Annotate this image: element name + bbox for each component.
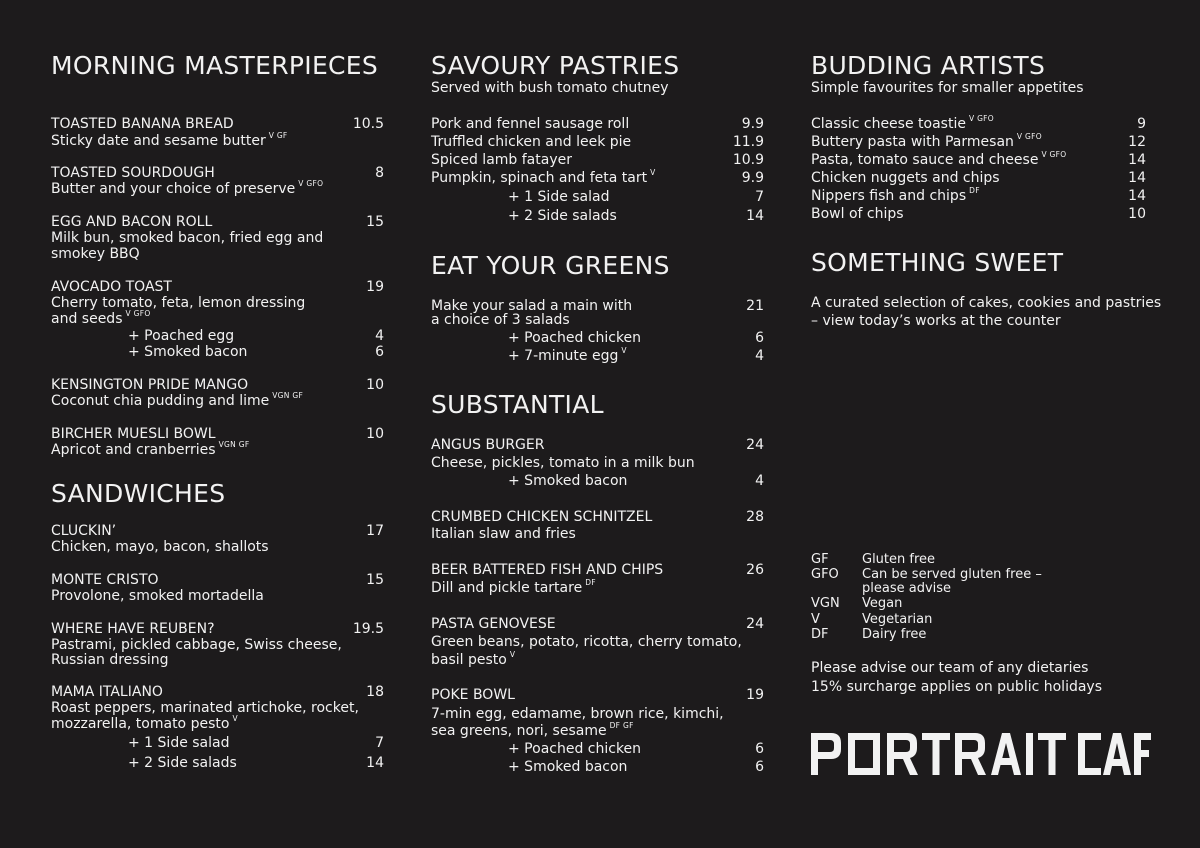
item-description: and seeds $^{V GFO}$ [51,309,151,327]
addon-row [431,759,764,776]
legend-label: Dairy free [862,627,927,642]
section-title-budding: BUDDING ARTISTS [811,51,1046,80]
addon-price: 14 [746,208,764,224]
item-price: 18 [366,684,384,700]
addon-row [431,330,764,347]
item-price: 10 [1128,206,1146,222]
legend-label: please advise [862,581,952,596]
addon-row [431,741,764,758]
menu-item [811,116,1146,133]
item-name: PASTA GENOVESE [431,616,556,632]
menu-item [51,572,384,589]
addon-row [431,348,764,365]
item-price: 10.9 [732,152,764,168]
addon-label: + Poached egg [128,328,235,344]
menu-item [811,134,1146,151]
menu-item [51,377,384,394]
section-subtitle: Served with bush tomato chutney [431,80,669,96]
legend-code: VGN [811,596,840,611]
addon-price: 6 [755,741,764,757]
addon-price: 6 [755,330,764,346]
section-title-greens: EAT YOUR GREENS [431,251,670,280]
menu-item [431,170,764,187]
item-name: Spiced lamb fatayer [431,152,572,168]
item-price: 10 [366,377,384,393]
item-name: AVOCADO TOAST [51,279,172,295]
item-price: 19 [366,279,384,295]
item-price: 14 [1128,152,1146,168]
section-title-sandwiches: SANDWICHES [51,479,226,508]
item-name: Classic cheese toastie $^{V GFO}$ [811,114,994,132]
item-price: 15 [366,214,384,230]
menu-item [51,116,384,133]
item-description: Butter and your choice of preserve $^{V GFO}$ [51,179,324,197]
addon-price: 6 [755,759,764,775]
item-price: 9.9 [741,116,764,132]
menu-item [431,562,764,579]
dietary-legend [811,552,1146,644]
item-name: BIRCHER MUESLI BOWL [51,426,216,442]
item-description: Cherry tomato, feta, lemon dressing [51,295,306,311]
item-description: 7-min egg, edamame, brown rice, kimchi, [431,706,724,722]
menu-item [811,206,1146,223]
legend-label: Gluten free [862,552,936,567]
surcharge-note: 15% surcharge applies on public holidays [811,679,1103,695]
item-description: Cheese, pickles, tomato in a milk bun [431,455,695,471]
dietary-tag: V [232,714,238,723]
item-description: Provolone, smoked mortadella [51,588,264,604]
addon-row [51,755,384,772]
dietary-tag: V GF [268,131,288,140]
item-name: Truffled chicken and leek pie [431,134,632,150]
menu-item [51,621,384,638]
item-price: 28 [746,509,764,525]
addon-label: + 7-minute egg $^V$ [508,346,627,364]
legend-code: GFO [811,567,839,582]
item-price: 14 [1128,170,1146,186]
item-description: smokey BBQ [51,246,140,262]
menu-item [431,437,764,454]
addon-row [431,189,764,206]
menu-item [431,616,764,633]
item-name: Pasta, tomato sauce and cheese $^{V GFO}$ [811,150,1067,168]
item-price: 10 [366,426,384,442]
item-description: Apricot and cranberries $^{VGN GF}$ [51,440,250,458]
item-description: Pastrami, pickled cabbage, Swiss cheese, [51,637,342,653]
item-description: basil pesto $^V$ [431,650,516,668]
addon-price: 4 [375,328,384,344]
menu-item [51,279,384,296]
item-price: 11.9 [732,134,764,150]
addon-price: 7 [755,189,764,205]
dietary-tag: DF [585,578,596,587]
item-description: a choice of 3 salads [431,312,570,328]
addon-label: + 1 Side salad [128,735,230,751]
dietary-tag: V GFO [125,309,151,318]
legend-label: Can be served gluten free – [862,567,1042,582]
item-price: 9 [1137,116,1146,132]
item-price: 12 [1128,134,1146,150]
item-price: 10.5 [352,116,384,132]
item-price: 17 [366,523,384,539]
addon-row [51,328,384,345]
section-title-sweet: SOMETHING SWEET [811,248,1064,277]
dietary-tag: V [650,168,656,177]
section-subtitle: Simple favourites for smaller appetites [811,80,1084,96]
menu-item [431,509,764,526]
legend-code: GF [811,552,829,567]
item-name: CRUMBED CHICKEN SCHNITZEL [431,509,653,525]
item-price: 19.5 [352,621,384,637]
item-description: Coconut chia pudding and lime $^{VGN GF}$ [51,391,304,409]
item-price: 24 [746,437,764,453]
item-description: Russian dressing [51,652,169,668]
item-description: sea greens, nori, sesame $^{DF GF}$ [431,721,634,739]
item-name: TOASTED SOURDOUGH [51,165,215,181]
item-name: KENSINGTON PRIDE MANGO [51,377,249,393]
item-name: MAMA ITALIANO [51,684,163,700]
item-price: 19 [746,687,764,703]
item-description: Green beans, potato, ricotta, cherry tomato, [431,634,742,650]
dietary-tag: V GFO [298,179,324,188]
dietary-tag: V GFO [968,114,994,123]
dietary-tag: V GFO [1016,132,1042,141]
item-description: Make your salad a main with [431,298,633,314]
menu-item [431,152,764,169]
addon-price: 7 [375,735,384,751]
addon-label: + Smoked bacon [128,344,248,360]
item-name: CLUCKIN’ [51,523,117,539]
section-title-morning: MORNING MASTERPIECES [51,51,379,80]
dietary-tag: V [621,346,627,355]
addon-label: + 2 Side salads [128,755,237,771]
item-name: TOASTED BANANA BREAD [51,116,234,132]
item-price: 14 [1128,188,1146,204]
section-title-substantial: SUBSTANTIAL [431,390,604,419]
item-name: Pumpkin, spinach and feta tart $^V$ [431,168,656,186]
menu-item [51,214,384,231]
addon-row [431,473,764,490]
item-name: Bowl of chips [811,206,904,222]
item-price: 9.9 [741,170,764,186]
addon-label: + Poached chicken [508,741,642,757]
addon-row [431,208,764,225]
item-name: Buttery pasta with Parmesan $^{V GFO}$ [811,132,1042,150]
item-description: Milk bun, smoked bacon, fried egg and [51,230,324,246]
addon-price: 6 [375,344,384,360]
legend-code: DF [811,627,829,642]
section-title-pastries: SAVOURY PASTRIES [431,51,680,80]
legend-label: Vegan [862,596,903,611]
menu-item [51,523,384,540]
sweet-description: A curated selection of cakes, cookies and pastries [811,295,1162,311]
item-name: Chicken nuggets and chips [811,170,1000,186]
item-name: EGG AND BACON ROLL [51,214,213,230]
addon-label: + Smoked bacon [508,473,628,489]
addon-row [51,344,384,361]
menu-item [51,165,384,182]
item-name: MONTE CRISTO [51,572,159,588]
dietary-tag: V [509,650,516,659]
menu-item [811,152,1146,169]
legend-label: Vegetarian [862,612,933,627]
dietary-tag: DF [969,186,980,195]
menu-item [431,116,764,133]
item-description: Dill and pickle tartare $^{DF}$ [431,578,596,596]
addon-label: + 1 Side salad [508,189,610,205]
item-description: mozzarella, tomato pesto $^V$ [51,714,238,732]
item-name: BEER BATTERED FISH AND CHIPS [431,562,664,578]
dietary-note: Please advise our team of any dietaries [811,660,1089,676]
item-price: 24 [746,616,764,632]
addon-row [51,735,384,752]
item-name: Nippers fish and chips $^{DF}$ [811,186,980,204]
item-description: Chicken, mayo, bacon, shallots [51,539,269,555]
dietary-tag: DF GF [609,721,634,730]
item-description: Sticky date and sesame butter $^{V GF}$ [51,131,288,149]
menu-item [51,684,384,701]
dietary-tag: V GFO [1041,150,1067,159]
addon-price: 4 [755,473,764,489]
sweet-description: – view today’s works at the counter [811,313,1061,329]
menu-item [431,134,764,151]
item-price: 21 [746,298,764,314]
addon-label: + 2 Side salads [508,208,617,224]
menu-item [431,687,764,704]
item-description: Roast peppers, marinated artichoke, rocket, [51,700,359,716]
addon-label: + Smoked bacon [508,759,628,775]
item-name: Pork and fennel sausage roll [431,116,630,132]
item-name: POKE BOWL [431,687,515,703]
menu-item [811,188,1146,205]
menu-item [51,426,384,443]
dietary-tag: VGN GF [218,440,250,449]
item-name: WHERE HAVE REUBEN? [51,621,215,637]
item-name: ANGUS BURGER [431,437,545,453]
portrait-cafe-logo [811,731,1151,777]
addon-price: 14 [366,755,384,771]
item-price: 8 [375,165,384,181]
item-price: 15 [366,572,384,588]
legend-code: V [811,612,820,627]
menu-item [811,170,1146,187]
item-description: Italian slaw and fries [431,526,576,542]
addon-price: 4 [755,348,764,364]
item-price: 26 [746,562,764,578]
dietary-tag: VGN GF [272,391,304,400]
addon-label: + Poached chicken [508,330,642,346]
